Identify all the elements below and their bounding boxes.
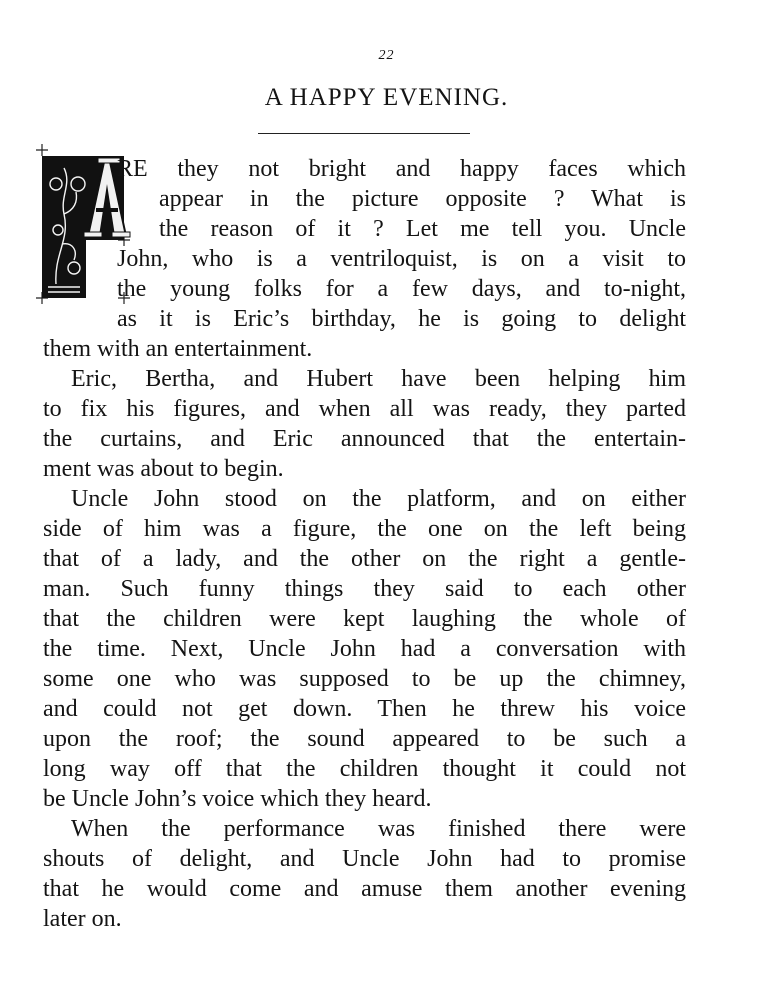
text-line: shouts of delight, and Uncle John had to promise — [43, 846, 686, 872]
text-line: long way off that the children thought it could not — [43, 756, 686, 782]
text-line: to fix his figures, and when all was ready, they parted — [43, 396, 686, 422]
title-rule — [258, 133, 470, 134]
text-line: RE they not bright and happy faces which — [117, 156, 686, 182]
text-line: that he would come and amuse them another evening — [43, 876, 686, 902]
text-line: and could not get down. Then he threw his voice — [43, 696, 686, 722]
paragraph-4 — [43, 814, 686, 934]
text-line: as it is Eric’s birthday, he is going to delight — [117, 306, 686, 332]
text-line: John, who is a ventriloquist, is on a visit to — [117, 246, 686, 272]
text-line: some one who was supposed to be up the chimney, — [43, 666, 686, 692]
text-line: side of him was a figure, the one on the left being — [43, 516, 686, 542]
text-line: man. Such funny things they said to each other — [43, 576, 686, 602]
paragraph-1 — [43, 154, 686, 364]
drop-cap-letter: A — [34, 144, 35, 145]
text-line: the reason of it ? Let me tell you. Uncle — [159, 216, 686, 242]
text-line: appear in the picture opposite ? What is — [159, 186, 686, 212]
text-line: the time. Next, Uncle John had a conversation with — [43, 636, 686, 662]
body-text — [43, 154, 686, 934]
text-line: be Uncle John’s voice which they heard. — [43, 786, 432, 812]
text-line: later on. — [43, 906, 122, 932]
text-line: the curtains, and Eric announced that the entertain- — [43, 426, 686, 452]
text-line: that of a lady, and the other on the right a gentle- — [43, 546, 686, 572]
text-line: ment was about to begin. — [43, 456, 284, 482]
page-title: A HAPPY EVENING. — [264, 84, 509, 111]
text-line: upon the roof; the sound appeared to be such a — [43, 726, 686, 752]
page-number: 22 — [378, 48, 395, 63]
text-line: Eric, Bertha, and Hubert have been helping him — [71, 366, 686, 392]
paragraph-3 — [43, 484, 686, 814]
text-line: them with an entertainment. — [43, 336, 313, 362]
text-line: the young folks for a few days, and to-night, — [117, 276, 686, 302]
text-line: When the performance was finished there were — [71, 816, 686, 842]
paragraph-2 — [43, 364, 686, 484]
text-line: Uncle John stood on the platform, and on either — [71, 486, 686, 512]
text-line: that the children were kept laughing the whole of — [43, 606, 686, 632]
